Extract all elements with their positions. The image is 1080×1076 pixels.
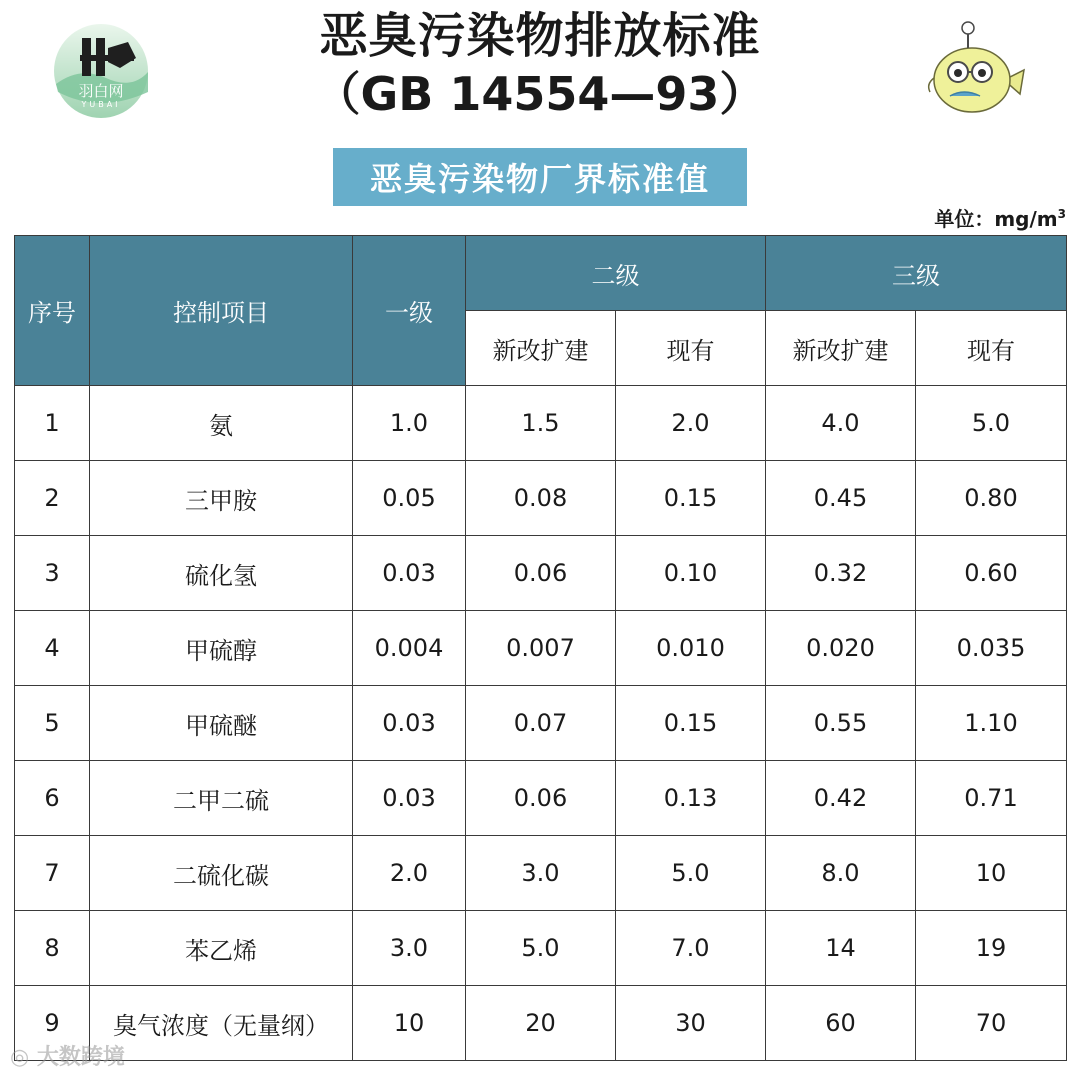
cell-level2-new: 3.0 bbox=[466, 836, 616, 911]
cell-item: 硫化氢 bbox=[90, 536, 353, 611]
table-row bbox=[15, 986, 1067, 1061]
cell-no: 6 bbox=[15, 761, 90, 836]
logo-subtext: YUBAI bbox=[81, 100, 121, 109]
cell-level2-new: 1.5 bbox=[466, 386, 616, 461]
cell-item: 二甲二硫 bbox=[90, 761, 353, 836]
cell-level1: 10 bbox=[353, 986, 466, 1061]
cell-level3-new: 60 bbox=[766, 986, 916, 1061]
cell-level3-existing: 0.60 bbox=[916, 536, 1067, 611]
cell-level3-new: 4.0 bbox=[766, 386, 916, 461]
table-row bbox=[15, 761, 1067, 836]
cell-level3-existing: 70 bbox=[916, 986, 1067, 1061]
header-level3-new: 新改扩建 bbox=[766, 311, 916, 386]
unit-label bbox=[934, 203, 1066, 232]
cell-no: 8 bbox=[15, 911, 90, 986]
header-level2: 二级 bbox=[466, 236, 766, 311]
cell-level3-existing: 1.10 bbox=[916, 686, 1067, 761]
cell-level3-existing: 10 bbox=[916, 836, 1067, 911]
cell-level3-existing: 0.035 bbox=[916, 611, 1067, 686]
header-level3: 三级 bbox=[766, 236, 1067, 311]
cell-no: 9 bbox=[15, 986, 90, 1061]
header-level3-existing: 现有 bbox=[916, 311, 1067, 386]
table-row bbox=[15, 611, 1067, 686]
cell-level1: 0.03 bbox=[353, 686, 466, 761]
cell-level1: 0.03 bbox=[353, 536, 466, 611]
logo-text: 羽白网 bbox=[78, 82, 124, 100]
cell-level3-new: 0.42 bbox=[766, 761, 916, 836]
table-row bbox=[15, 386, 1067, 461]
cell-level2-existing: 5.0 bbox=[616, 836, 766, 911]
cell-level3-new: 0.55 bbox=[766, 686, 916, 761]
fish-mascot-icon bbox=[924, 18, 1028, 122]
cell-level2-new: 0.06 bbox=[466, 536, 616, 611]
cell-level3-existing: 5.0 bbox=[916, 386, 1067, 461]
cell-item: 二硫化碳 bbox=[90, 836, 353, 911]
cell-no: 3 bbox=[15, 536, 90, 611]
cell-level2-existing: 7.0 bbox=[616, 911, 766, 986]
header-index: 序号 bbox=[15, 236, 90, 386]
cell-item: 苯乙烯 bbox=[90, 911, 353, 986]
header-level2-new: 新改扩建 bbox=[466, 311, 616, 386]
cell-level2-new: 5.0 bbox=[466, 911, 616, 986]
header-level2-existing: 现有 bbox=[616, 311, 766, 386]
watermark-text: 大数跨境 bbox=[36, 1045, 125, 1070]
cell-item: 三甲胺 bbox=[90, 461, 353, 536]
table-row bbox=[15, 461, 1067, 536]
cell-item: 甲硫醚 bbox=[90, 686, 353, 761]
cell-level3-new: 0.32 bbox=[766, 536, 916, 611]
header-item: 控制项目 bbox=[90, 236, 353, 386]
cell-level2-existing: 0.15 bbox=[616, 461, 766, 536]
cell-item: 臭气浓度（无量纲） bbox=[90, 986, 353, 1061]
cell-level1: 3.0 bbox=[353, 911, 466, 986]
watermark-icon: ◎ bbox=[10, 1045, 30, 1070]
cell-level2-new: 0.007 bbox=[466, 611, 616, 686]
cell-level2-existing: 0.15 bbox=[616, 686, 766, 761]
cell-level3-new: 0.020 bbox=[766, 611, 916, 686]
cell-level2-existing: 30 bbox=[616, 986, 766, 1061]
table-row bbox=[15, 836, 1067, 911]
cell-level2-new: 0.06 bbox=[466, 761, 616, 836]
cell-level2-new: 0.07 bbox=[466, 686, 616, 761]
cell-level3-new: 8.0 bbox=[766, 836, 916, 911]
cell-level1: 0.004 bbox=[353, 611, 466, 686]
cell-level3-existing: 0.80 bbox=[916, 461, 1067, 536]
cell-level3-new: 14 bbox=[766, 911, 916, 986]
unit-superscript: 3 bbox=[1057, 207, 1066, 221]
cell-level2-existing: 0.010 bbox=[616, 611, 766, 686]
cell-level2-existing: 2.0 bbox=[616, 386, 766, 461]
cell-no: 1 bbox=[15, 386, 90, 461]
cell-level2-new: 0.08 bbox=[466, 461, 616, 536]
cell-level1: 0.03 bbox=[353, 761, 466, 836]
cell-level3-existing: 0.71 bbox=[916, 761, 1067, 836]
section-banner: 恶臭污染物厂界标准值 bbox=[333, 148, 747, 206]
cell-level3-new: 0.45 bbox=[766, 461, 916, 536]
cell-item: 氨 bbox=[90, 386, 353, 461]
cell-level1: 1.0 bbox=[353, 386, 466, 461]
cell-no: 7 bbox=[15, 836, 90, 911]
watermark bbox=[10, 1040, 125, 1071]
cell-no: 5 bbox=[15, 686, 90, 761]
table-row bbox=[15, 686, 1067, 761]
table-row bbox=[15, 911, 1067, 986]
cell-item: 甲硫醇 bbox=[90, 611, 353, 686]
unit-text: 单位：mg/m bbox=[934, 207, 1058, 231]
cell-no: 2 bbox=[15, 461, 90, 536]
page-title: 恶臭污染物排放标准 bbox=[319, 8, 761, 64]
table-row bbox=[15, 536, 1067, 611]
header-level1: 一级 bbox=[353, 236, 466, 386]
cell-no: 4 bbox=[15, 611, 90, 686]
cell-level2-new: 20 bbox=[466, 986, 616, 1061]
cell-level1: 2.0 bbox=[353, 836, 466, 911]
page-subtitle: （GB 14554—93） bbox=[314, 67, 766, 121]
cell-level1: 0.05 bbox=[353, 461, 466, 536]
cell-level3-existing: 19 bbox=[916, 911, 1067, 986]
standards-table bbox=[14, 235, 1067, 1061]
cell-level2-existing: 0.13 bbox=[616, 761, 766, 836]
cell-level2-existing: 0.10 bbox=[616, 536, 766, 611]
